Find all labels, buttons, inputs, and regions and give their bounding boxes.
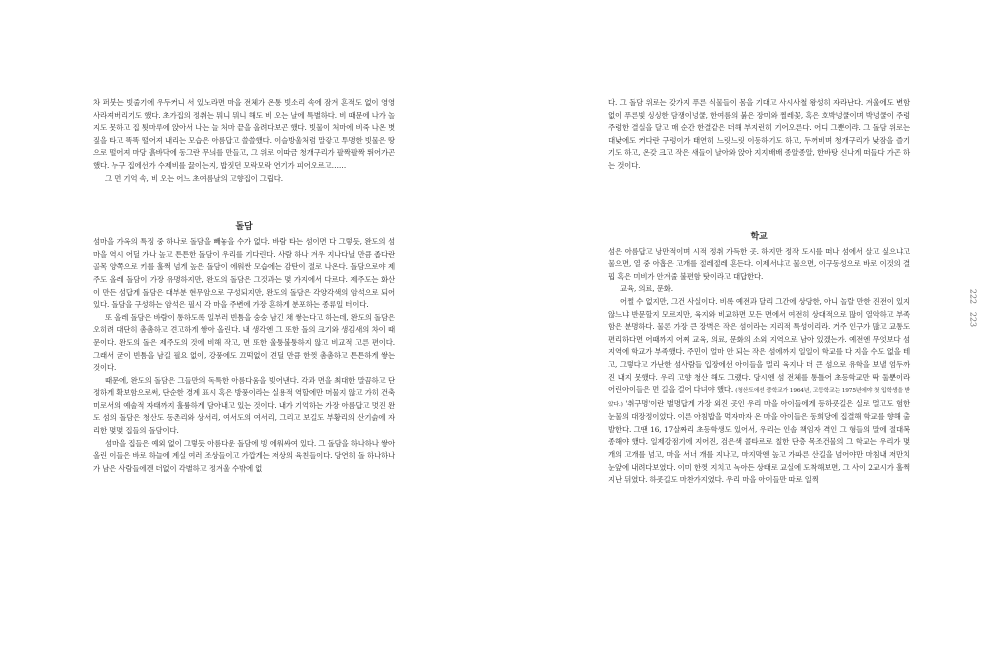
school-footnote: (청산도에선 중학교가 1964년, 고등학교는 1975년에야 첫 입학생을 받았다.) — [608, 388, 910, 408]
school-paragraph-3 — [608, 296, 910, 487]
right-intro-paragraph: 다. 그 돌담 위로는 갖가지 푸른 식물들이 몸을 기대고 사시사철 왕성히 자라난다. 겨울에도 변함없이 푸른빛 싱싱한 담쟁이넝쿨, 한여름의 붉은 장미와 찔레꽃, 혹은 호박넝쿨이며 박넝쿨이 주렁주렁한 결실을 달고 매 순간 한결같은 더해 부지런히 기어오른다. 어디 그뿐이랴. 그 돌담 위로는 대낮에도 커다란 구렁이가 태연히 느릿느릿 이동하기도 하고, 두꺼비며 청개구리가 낮잠을 즐기기도 하고, 온갖 크고 작은 새들이 날아와 앉아 지지배배 종알종알, 한바탕 신나게 떠들다 가곤 하는 것이다. — [608, 98, 910, 170]
stone-wall-paragraph-3: 때문에, 완도의 돌담은 그들만의 독특한 아름다움을 빚어낸다. 각과 면을 최대한 말끔하고 단정하게 확보함으로써, 단순한 경계 표시 혹은 방풍이라는 실용적 역할에만 머물지 않고 가히 건축미로서의 예술적 자태까지 훌륭하게 담아내고 있는 것이다. 내가 기억하는 가장 아름답고 멋진 완도 섬의 돌담은 청산도 동촌리와 상서리, 여서도의 여서리, 그리고 보길도 부황리의 산기슭에 자리한 몇몇 집들의 돌담이다. — [93, 375, 395, 436]
stone-wall-paragraph-4: 섬마을 집들은 예외 없이 그렇듯 아름다운 돌담에 빙 에워싸여 있다. 그 돌담을 하나하나 쌓아 올린 이들은 바로 하늘에 계실 여러 조상들이고 가깝게는 저상의 육친들이다. 당연히 돌 하나하나가 남은 사람들에겐 더없이 각별하고 정겨울 수밖에 없 — [93, 438, 395, 473]
school-paragraph-3-text: 어쩔 수 없지만, 그건 사실이다. 비록 예전과 달리 그간에 상당한, 아니 놀랄 만한 진전이 있지 않느냐 반문할지 모르지만, 육지와 비교하면 모든 면에서 여전히 상대적으로 많이 열악하고 부족함은 분명하다. 물론 가장 큰 장벽은 작은 섬이라는 지리적 특성이리라. 거주 인구가 많고 교통도 편리하다면 어때까지 어찌 교육, 의료, 문화의 소외 지역으로 남아 있겠는가. 예전엔 무엇보다 섬 지역에 학교가 부족했다. 주민이 얼마 안 되는 작은 섬에까지 일일이 학교를 다 지을 수도 없을 테고, 그렇다고 가난한 섬사람들 입장에선 아이들을 멀리 육지나 더 큰 섬으로 유학을 보낼 엄두까진 내지 못했다. 우리 고향 청산 해도 그랬다. 당시엔 섬 전체를 통틀어 초등학교만 딱 둘뿐이라 어린아이들은 먼 길을 걸어 다녀야 했다. — [608, 296, 910, 395]
school-paragraph-1: 섬은 아름답고 낭만적이며 시적 정취 가득한 곳. 하지만 정작 도시를 떠나 섬에서 살고 싶으냐고 물으면, 열 중 아홉은 고개를 절레절레 흔든다. 이제서냐고 물으면, 이구동성으로 바로 이것의 결핍 혹은 미비가 안겨줄 불편함 탓이라고 대답한다. — [608, 246, 910, 281]
section-title-stone-wall: 돌담 — [235, 222, 253, 233]
section-title-school: 학교 — [750, 231, 768, 242]
school-paragraph-3-continued: '취구명'이란 별명답게 가장 외진 곳인 우리 마을 아이들에게 등하굣길은 실로 멀고도 험한 눈물의 대장정이었다. 이른 아침밥을 먹자마자 온 마을 아이들은 동희당에 집결해 학교를 향해 출발한다. 그땐 16, 17살짜리 초등학생도 있어서, 우리는 인솔 책임자 격인 그 형들의 말에 절대복종해야 했다. 일제강점기에 지어진, 검은색 콜타르로 칠한 단층 목조건물의 그 학교는 우리가 몇 개의 고개를 넘고, 마을 서너 개를 지나고, 마지막엔 높고 가파른 산길을 넘어야만 마침내 저만치 눈앞에 내려다보였다. 이미 한껏 지치고 녹아든 상태로 교실에 도착해보면, 그 사이 2교시가 훌쩍 지난 뒤였다. 하굣길도 마찬가지였다. 우리 마을 아이들만 따로 일찍 — [608, 398, 911, 485]
left-intro-paragraph-1: 차 퍼붓는 빗줄기에 우두커니 서 있노라면 마을 전체가 온통 빗소리 속에 잠겨 흔적도 없이 영영 사라져버리기도 했다. 초가집의 정취는 뭐니 뭐니 해도 비 오는 날에 특별하다. 비 때문에 나가 놀지도 못하고 집 툇마루에 앉아서 나는 늘 처마 끝을 올려다보곤 했다. 빗물이 처마에 비죽 나온 볏짚을 타고 똑똑 떨어져 내리는 모습은 아름답고 쓸쓸했다. 이슬방울처럼 말갛고 투명한 빗물은 땅으로 떨어져 마당 흙바닥에 동그란 무늬를 만들고, 그 위로 이따금 청개구리가 팔짝팔짝 뛰어가곤 했다. 누구 집에선가 수제비를 끓이는지, 밥짓던 모락모락 연기가 피어오르고…… — [93, 98, 395, 170]
left-column — [93, 97, 395, 475]
right-column — [608, 97, 910, 487]
left-intro-paragraph-2: 그 먼 기억 속, 비 오는 어느 초여름날의 고향집이 그립다. — [105, 173, 283, 183]
stone-wall-paragraph-1: 섬마을 가옥의 특징 중 하나로 돌담을 빼놓을 수가 없다. 바람 타는 섬이면 다 그렇듯, 완도의 섬마을 역시 어딜 가나 높고 튼튼한 돌담이 우리를 기다린다. 사람 하나 겨우 지나다닐 만큼 좁다란 골목 양쪽으로 키를 훌쩍 넘게 높은 돌담이 에워싼 모습에는 감탄이 절로 나온다. 돌담으로야 제주도 올레 돌담이 가장 유명하지만, 완도의 돌담은 그것과는 몇 가지에서 다르다. 제주도는 화산이 만든 섬답게 돌담은 대부분 현무암으로 구성되지만, 완도의 돌담은 각양각색의 암석으로 되어 있다. 돌담을 구성하는 암석은 필시 각 마을 주변에 가장 흔하게 분포하는 종류일 터이다. — [93, 237, 395, 310]
stone-wall-paragraph-2: 또 올레 돌담은 바람이 통하도록 일부러 빈틈을 숭숭 남긴 채 쌓는다고 하는데, 완도의 돌담은 오히려 대단히 촘촘하고 견고하게 쌓아 올린다. 내 생각엔 그 또한 돌의 크기와 생김새의 차이 때문이다. 완도의 돌은 제주도의 것에 비해 작고, 면 또한 울퉁불퉁하지 않고 비교적 고른 편이다. 그래서 굳이 빈틈을 남길 필요 없이, 강풍에도 끄떡없이 견딜 만큼 한껏 촘촘하고 튼튼하게 쌓는 것이다. — [93, 312, 395, 373]
page-number-left: 222 — [968, 288, 978, 305]
page-numbers — [958, 288, 988, 338]
page-number-right: 223 — [968, 311, 978, 328]
school-paragraph-2: 교육, 의료, 문화. — [620, 284, 673, 294]
right-page — [500, 0, 1000, 666]
